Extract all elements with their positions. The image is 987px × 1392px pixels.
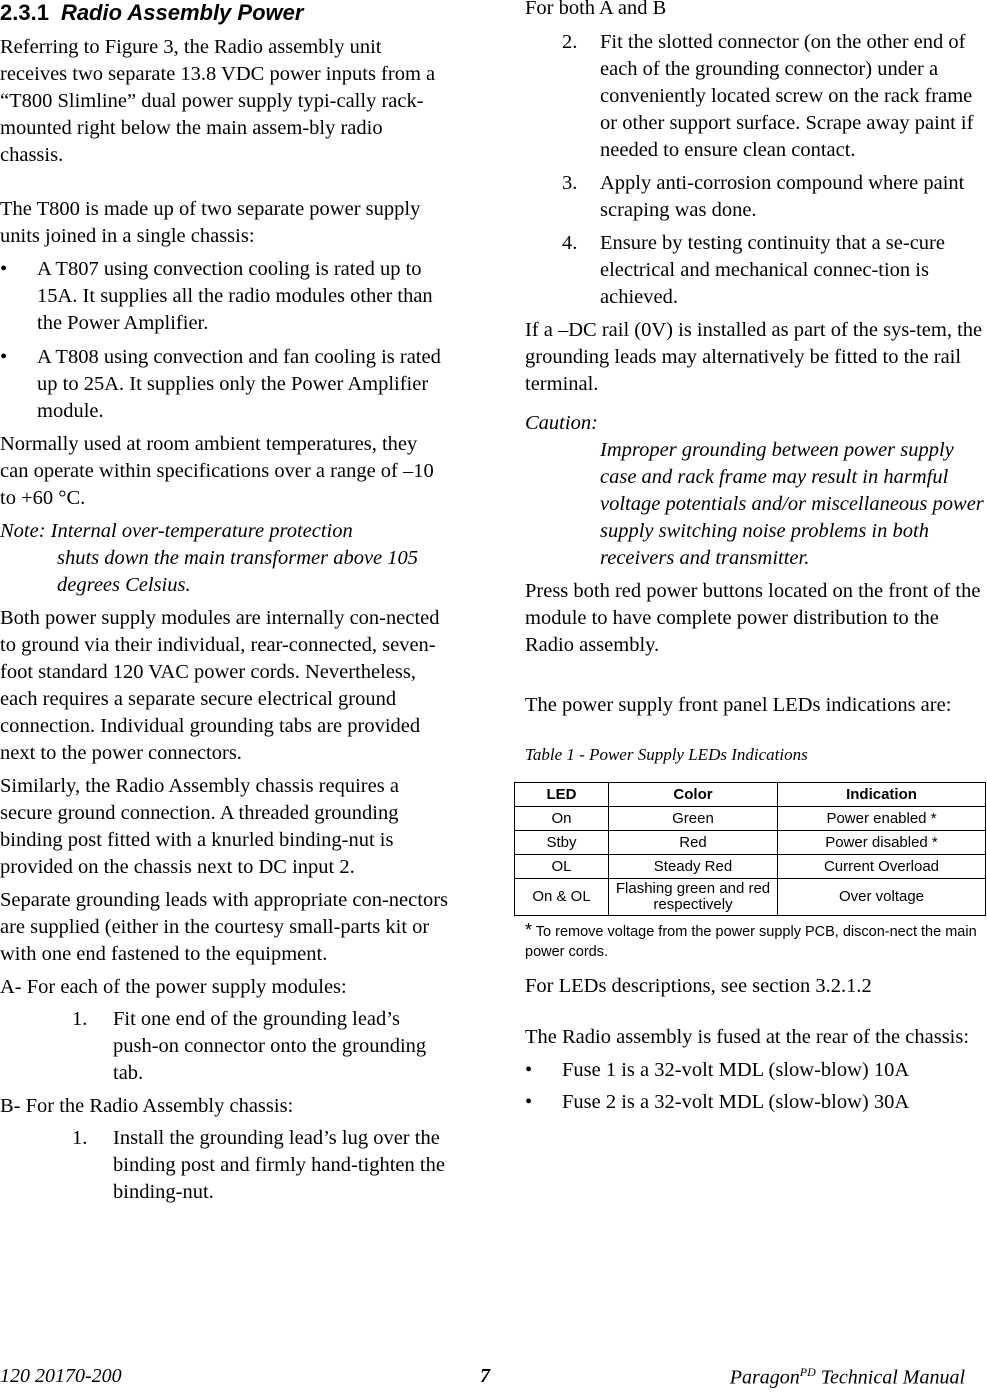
table-header-row (515, 783, 986, 807)
table-header-color: Color (609, 783, 778, 807)
bullet-item-t807 (0, 256, 450, 337)
caution-label: Caution: (525, 412, 598, 434)
table-cell: Over voltage (778, 879, 986, 916)
footnote-text: To remove voltage from the power supply PCB, discon-nect the main power cords. (525, 924, 977, 960)
bullet-mark: • (525, 1091, 533, 1113)
table-cell: Current Overload (778, 855, 986, 879)
bullet-text: A T808 using convection and fan cooling is rated up to 25A. It supplies only the Power Amplifier module. (37, 346, 441, 422)
step-text: Fit one end of the grounding lead’s push-on connector onto the grounding tab. (113, 1008, 427, 1084)
bullet-item-fuse-1 (525, 1057, 987, 1084)
document-number: 120 20170-200 (0, 1365, 122, 1387)
table-row (515, 855, 986, 879)
paragraph-press: Press both red power buttons located on the front of the module to have complete power distribution to the Radio assembly. (525, 580, 981, 656)
table-row (515, 831, 986, 855)
table-cell: On & OL (515, 879, 609, 916)
footnote-mark: * (525, 920, 533, 940)
bullet-mark: • (0, 258, 8, 280)
bullet-item-t808 (0, 344, 450, 425)
bullet-text: Fuse 1 is a 32-volt MDL (slow-blow) 10A (562, 1059, 910, 1081)
paragraph-intro: Referring to Figure 3, the Radio assembly unit receives two separate 13.8 VDC power inputs from a “T800 Slimline” dual power supply typi-cally rack-mounted right below the main assem-bly radio chassis. (0, 36, 436, 166)
bullet-mark: • (0, 346, 8, 368)
bullet-item-fuse-2 (525, 1089, 987, 1116)
paragraph-both: For both A and B (525, 0, 667, 19)
step-a-1 (0, 1006, 450, 1087)
manual-title (730, 1365, 965, 1390)
paragraph-rail: If a –DC rail (0V) is installed as part of the sys-tem, the grounding leads may alternatively be fitted to the rail terminal. (525, 319, 983, 395)
right-column (525, 0, 987, 1116)
table-caption: Table 1 - Power Supply LEDs Indications (525, 745, 808, 764)
led-table (514, 782, 986, 916)
step-number: 3. (562, 172, 578, 194)
step-3 (525, 170, 987, 224)
step-b-1 (0, 1125, 450, 1206)
note-block (0, 518, 450, 599)
step-text: Install the grounding lead’s lug over the binding post and firmly hand-tighten the binding-nut. (113, 1127, 445, 1203)
table-cell: Red (609, 831, 778, 855)
left-column (0, 0, 450, 1206)
manual-name: Paragon (729, 1366, 800, 1389)
table-cell: Power disabled * (778, 831, 986, 855)
step-number: 1. (72, 1008, 88, 1030)
step-4 (525, 230, 987, 311)
paragraph-ambient: Normally used at room ambient temperatures, they can operate within specifications over a range of –10 to +60 °C. (0, 433, 434, 509)
table-cell: On (515, 807, 609, 831)
table-cell: OL (515, 855, 609, 879)
table-cell: Power enabled * (778, 807, 986, 831)
bullet-text: A T807 using convection cooling is rated up to 15A. It supplies all the radio modules other than the Power Amplifier. (37, 258, 433, 334)
manual-superscript: PD (799, 1365, 816, 1379)
table-cell: Flashing green and red respectively (609, 879, 778, 916)
table-header-led: LED (515, 783, 609, 807)
step-2 (525, 29, 987, 164)
page-number: 7 (480, 1365, 490, 1387)
bullet-mark: • (525, 1059, 533, 1081)
step-heading-b: B- For the Radio Assembly chassis: (0, 1095, 294, 1117)
paragraph-see-section: For LEDs descriptions, see section 3.2.1.2 (525, 975, 872, 997)
paragraph-t800: The T800 is made up of two separate power supply units joined in a single chassis: (0, 198, 421, 247)
note-label: Note: (0, 520, 46, 542)
table-footnote (525, 920, 987, 962)
note-text-rest: shuts down the main transformer above 105 degrees Celsius. (57, 547, 419, 596)
paragraph-leads: Separate grounding leads with appropriate con-nectors are supplied (either in the courtesy small-parts kit or with one end fastened to the equipment. (0, 889, 448, 965)
page-footer (0, 1365, 965, 1392)
paragraph-leds: The power supply front panel LEDs indications are: (525, 694, 952, 716)
caution-text: Improper grounding between power supply case and rack frame may result in harmful voltage potentials and/or miscellaneous power supply switching noise problems in both receivers and transmitter. (600, 439, 984, 569)
paragraph-fused: The Radio assembly is fused at the rear of the chassis: (525, 1026, 970, 1048)
section-heading (0, 0, 450, 26)
bullet-text: Fuse 2 is a 32-volt MDL (slow-blow) 30A (562, 1091, 910, 1113)
step-text: Ensure by testing continuity that a se-cure electrical and mechanical connec-tion is achieved. (600, 232, 945, 308)
note-text-first: Internal over-temperature protection (50, 520, 353, 542)
table-cell: Green (609, 807, 778, 831)
section-number: 2.3.1 (0, 0, 49, 25)
step-text: Fit the slotted connector (on the other end of each of the grounding connector) under a conveniently located screw on the rack frame or other support surface. Scrape away paint if needed to ensure clean contact. (600, 31, 974, 161)
step-heading-a: A- For each of the power supply modules: (0, 976, 347, 998)
manual-rest: Technical Manual (815, 1366, 965, 1389)
step-text: Apply anti-corrosion compound where paint scraping was done. (600, 172, 965, 221)
table-row (515, 879, 986, 916)
table-row (515, 807, 986, 831)
step-number: 1. (72, 1127, 88, 1149)
section-title: Radio Assembly Power (60, 0, 304, 25)
step-number: 4. (562, 232, 578, 254)
table-cell: Steady Red (609, 855, 778, 879)
table-cell: Stby (515, 831, 609, 855)
step-number: 2. (562, 31, 578, 53)
table-header-indication: Indication (778, 783, 986, 807)
paragraph-chassis-ground: Similarly, the Radio Assembly chassis requires a secure ground connection. A threaded grounding binding post fitted with a knurled binding-nut is provided on the chassis next to DC input 2. (0, 775, 399, 878)
paragraph-grounding: Both power supply modules are internally con-nected to ground via their individual, rear-connected, seven-foot standard 120 VAC power cords. Nevertheless, each requires a separate secure electrical ground connection. Individual grounding tabs are provided next to the power connectors. (0, 607, 440, 764)
